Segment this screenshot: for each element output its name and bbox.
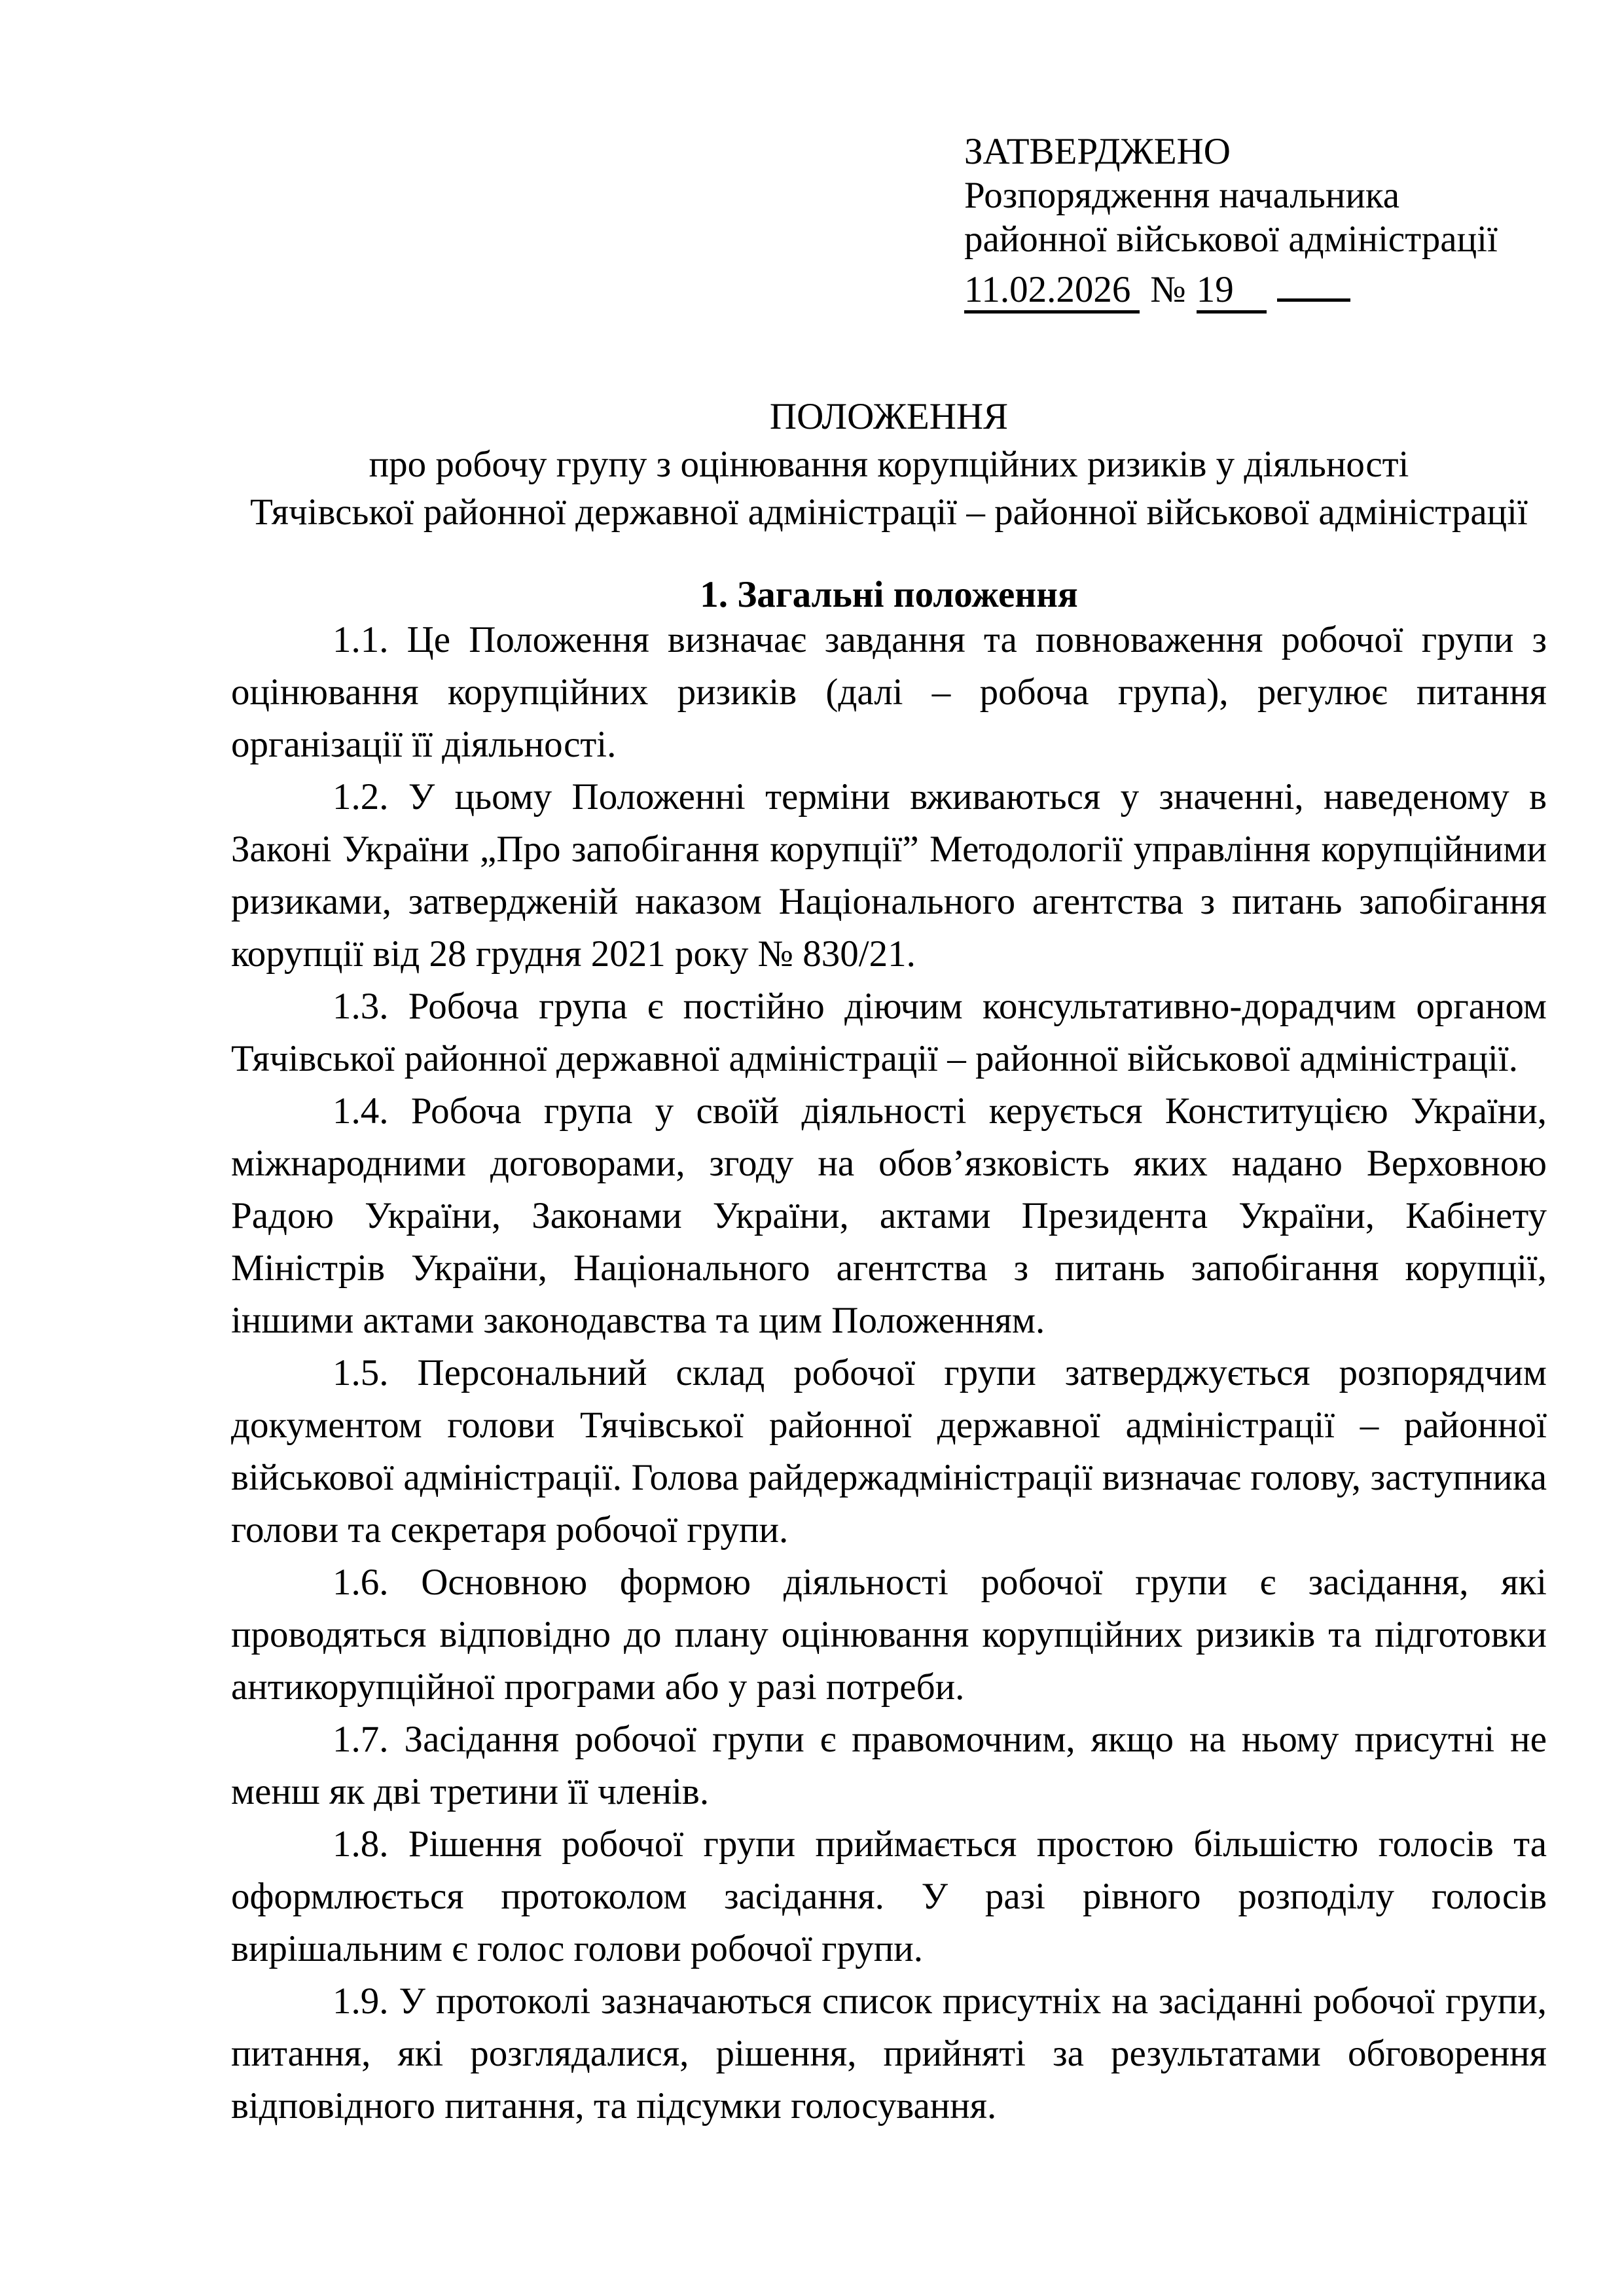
- paragraph-text: У цьому Положенні терміни вживаються у значенні, наведеному в Законі України „Про запобігання корупції” Методології управління корупційними ризиками, затвердженій наказом Національного агентства з питань запобігання корупції від 28 грудня 2021 року № 830/21.: [231, 776, 1547, 975]
- paragraph-number: 1.7.: [333, 1719, 389, 1760]
- paragraph-1-4: [231, 1085, 1547, 1347]
- approval-date: 11.02.2026: [964, 269, 1140, 314]
- paragraph-number: 1.4.: [333, 1090, 389, 1132]
- paragraph-text: Робоча група у своїй діяльності керується Конституцією України, міжнародними договорами, згоду на обов’язковість яких надано Верховною Радою України, Законами України, актами Президента України, Кабінету Міністрів України, Національного агентства з питань запобігання корупції, іншими актами законодавства та цим Положенням.: [231, 1090, 1547, 1341]
- paragraph-1-3: [231, 980, 1547, 1085]
- title-block: [231, 393, 1547, 536]
- document-subtitle-line1: про робочу групу з оцінювання корупційних ризиків у діяльності: [369, 444, 1409, 485]
- numero-sign: №: [1150, 269, 1186, 310]
- paragraph-1-1: [231, 614, 1547, 771]
- paragraph-text: Персональний склад робочої групи затверджується розпорядчим документом голови Тячівської районної державної адміністрації – районної військової адміністрації. Голова райдержадміністрації визначає голову, заступника голови та секретаря робочої групи.: [231, 1352, 1547, 1551]
- approval-number-blank: [1277, 261, 1350, 302]
- document-title: ПОЛОЖЕННЯ: [769, 396, 1009, 437]
- paragraph-number: 1.8.: [333, 1823, 389, 1865]
- document-subtitle-line2: Тячівської районної державної адміністрації – районної військової адміністрації: [250, 492, 1528, 533]
- paragraph-number: 1.1.: [333, 619, 389, 660]
- paragraph-1-5: [231, 1347, 1547, 1556]
- approval-date-line: [964, 261, 1498, 312]
- paragraph-text: Основною формою діяльності робочої групи є засідання, які проводяться відповідно до плану оцінювання корупційних ризиків та підготовки антикорупційної програми або у разі потреби.: [231, 1562, 1547, 1708]
- paragraph-1-7: [231, 1713, 1547, 1818]
- paragraph-1-8: [231, 1818, 1547, 1975]
- paragraph-number: 1.9.: [333, 1981, 389, 2022]
- section-heading: 1. Загальні положення: [700, 574, 1078, 615]
- paragraph-number: 1.3.: [333, 986, 389, 1027]
- paragraph-number: 1.5.: [333, 1352, 389, 1393]
- paragraph-text: Засідання робочої групи є правомочним, якщо на ньому присутні не менш як дві третини її членів.: [231, 1719, 1547, 1812]
- paragraph-number: 1.2.: [333, 776, 389, 817]
- approval-status: ЗАТВЕРДЖЕНО: [964, 131, 1231, 172]
- paragraph-text: Це Положення визначає завдання та повноваження робочої групи з оцінювання корупційних ризиків (далі – робоча група), регулює питання організації її діяльності.: [231, 619, 1547, 765]
- paragraph-text: Рішення робочої групи приймається простою більшістю голосів та оформлюється протоколом засідання. У разі рівного розподілу голосів вирішальним є голос голови робочої групи.: [231, 1823, 1547, 1969]
- approval-block: [964, 130, 1498, 312]
- paragraph-1-9: [231, 1975, 1547, 2132]
- paragraph-1-2: [231, 771, 1547, 980]
- section-body: [231, 614, 1547, 2132]
- paragraph-text: Робоча група є постійно діючим консультативно-дорадчим органом Тячівської районної державної адміністрації – районної військової адміністрації.: [231, 986, 1547, 1079]
- approval-number: 19: [1197, 269, 1267, 314]
- approval-order-line: Розпорядження начальника: [964, 175, 1399, 216]
- paragraph-text: У протоколі зазначаються список присутніх на засіданні робочої групи, питання, які розглядалися, рішення, прийняті за результатами обговорення відповідного питання, та підсумки голосування.: [231, 1981, 1547, 2126]
- approval-administration-line: районної військової адміністрації: [964, 219, 1498, 260]
- paragraph-1-6: [231, 1556, 1547, 1713]
- paragraph-number: 1.6.: [333, 1562, 389, 1603]
